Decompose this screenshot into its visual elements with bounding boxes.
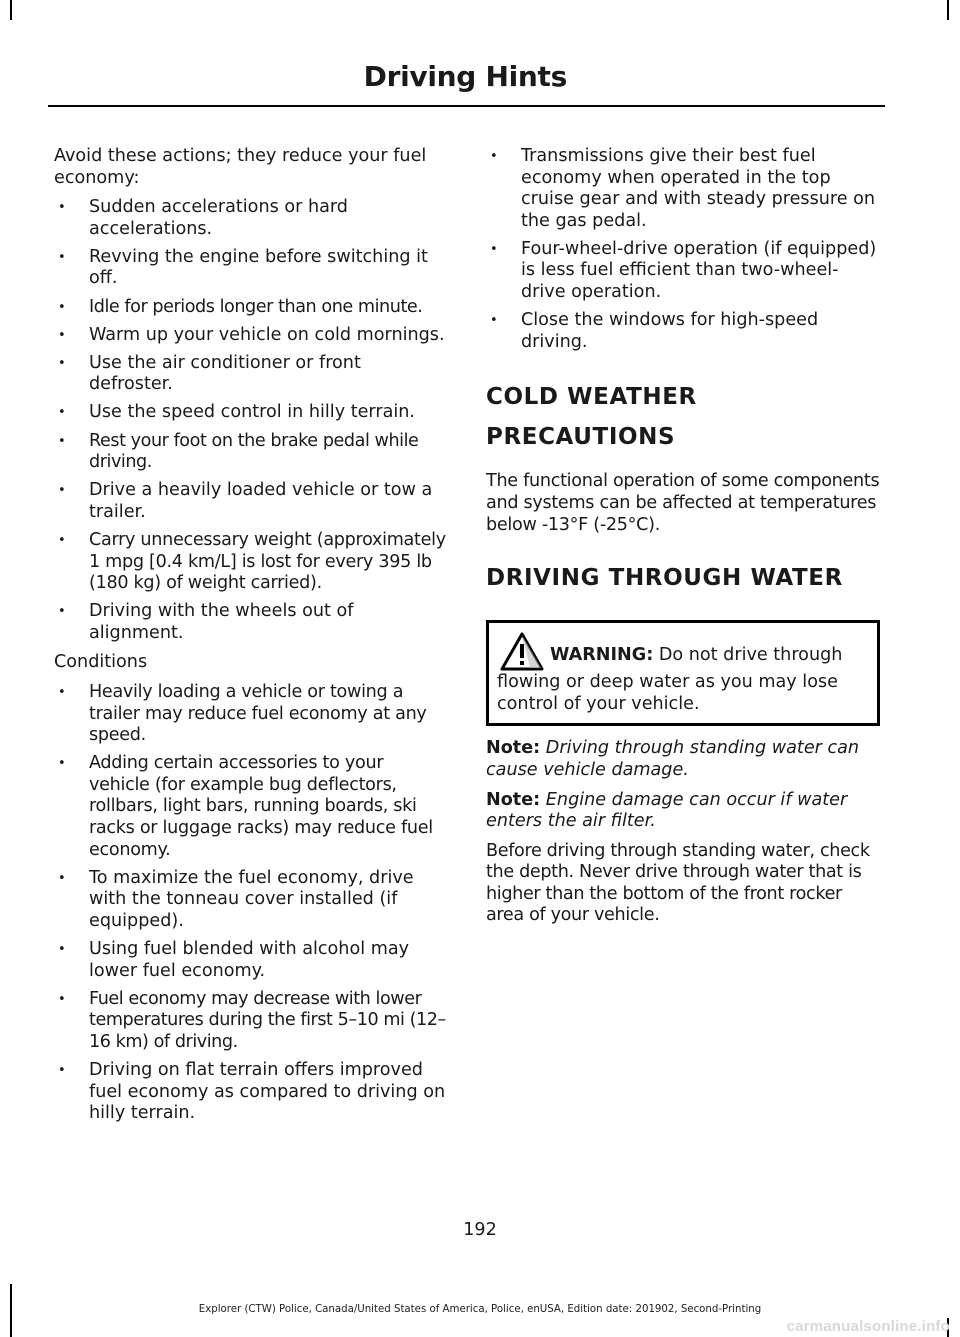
list-item: • Adding certain accessories to your vehicle (for example bug deflectors, rollbars, light bars, running boards, ski racks or luggage racks) may reduce fuel economy.: [54, 753, 448, 861]
note-label: Note:: [486, 738, 541, 759]
list-item: • Warm up your vehicle on cold mornings.: [54, 325, 448, 347]
cold-weather-paragraph: The functional operation of some components and systems can be affected at temperatures below -13°F (-25°C).: [486, 471, 880, 535]
crop-mark-top-right-vertical: [947, 0, 949, 20]
list-item: • Rest your foot on the brake pedal while driving.: [54, 431, 448, 474]
cold-weather-heading: [486, 377, 880, 457]
intro-paragraph: Avoid these actions; they reduce your fuel economy:: [54, 146, 427, 188]
list-item: • Driving on flat terrain offers improved fuel economy as compared to driving on hilly terrain.: [54, 1060, 448, 1125]
list-item: • Carry unnecessary weight (approximately 1 mpg [0.4 km/L] is lost for every 395 lb (180 kg) of weight carried).: [54, 530, 448, 595]
list-item: • Close the windows for high-speed driving.: [486, 310, 880, 353]
conditions-list: [54, 682, 448, 1125]
note-text: Driving through standing water can cause vehicle damage.: [486, 738, 860, 780]
list-item: • Idle for periods longer than one minute.: [54, 297, 448, 319]
crop-mark-top-left-vertical: [10, 0, 12, 20]
page-number: 192: [463, 1220, 497, 1240]
avoid-actions-list: [54, 197, 448, 644]
list-item: • Use the speed control in hilly terrain.: [54, 402, 448, 424]
list-item: • Sudden accelerations or hard accelerations.: [54, 197, 448, 240]
list-item: • Drive a heavily loaded vehicle or tow a trailer.: [54, 480, 448, 523]
note-label: Note:: [486, 789, 541, 810]
warning-label: WARNING:: [550, 645, 654, 666]
driving-through-water-heading: DRIVING THROUGH WATER: [486, 565, 843, 592]
note-text: Engine damage can occur if water enters the air filter.: [486, 789, 848, 832]
list-item: • Fuel economy may decrease with lower temperatures during the first 5–10 mi (12–16 km) of driving.: [54, 989, 448, 1054]
list-item: • Use the air conditioner or front defroster.: [54, 353, 448, 396]
header-divider: [48, 105, 885, 107]
note-paragraph: [486, 790, 880, 833]
water-depth-paragraph: Before driving through standing water, check the depth. Never drive through water that is higher than the bottom of the front rocker area of your vehicle.: [486, 840, 870, 926]
list-item: • Four-wheel-drive operation (if equipped) is less fuel efficient than two-wheel-drive operation.: [486, 239, 880, 304]
cold-weather-heading-line1: COLD WEATHER: [486, 384, 697, 411]
list-item: • Revving the engine before switching it off.: [54, 247, 448, 290]
list-item: • Transmissions give their best fuel economy when operated in the top cruise gear and with steady pressure on the gas pedal.: [486, 146, 880, 232]
left-column: [54, 146, 448, 1133]
warning-triangle-icon: [500, 632, 544, 672]
note-paragraph: [486, 738, 880, 781]
footer-edition-info: Explorer (CTW) Police, Canada/United States of America, Police, enUSA, Edition date: 201902, Second-Printing: [198, 1304, 762, 1315]
list-item: • Driving with the wheels out of alignment.: [54, 601, 448, 644]
list-item: • To maximize the fuel economy, drive with the tonneau cover installed (if equipped).: [54, 868, 448, 933]
list-item: • Heavily loading a vehicle or towing a trailer may reduce fuel economy at any speed.: [54, 682, 448, 747]
cold-weather-heading-line2: PRECAUTIONS: [486, 424, 676, 451]
fuel-tips-list: [486, 146, 880, 353]
watermark: carmanualsonline.info: [786, 1318, 950, 1335]
warning-box: [486, 620, 880, 726]
list-item: • Using fuel blended with alcohol may lower fuel economy.: [54, 939, 448, 982]
page-header-title: Driving Hints: [363, 60, 567, 93]
right-column: [486, 146, 880, 935]
conditions-heading: Conditions: [54, 652, 148, 673]
warning-text: Do not drive through flowing or deep water as you may lose control of your vehicle.: [497, 645, 843, 714]
